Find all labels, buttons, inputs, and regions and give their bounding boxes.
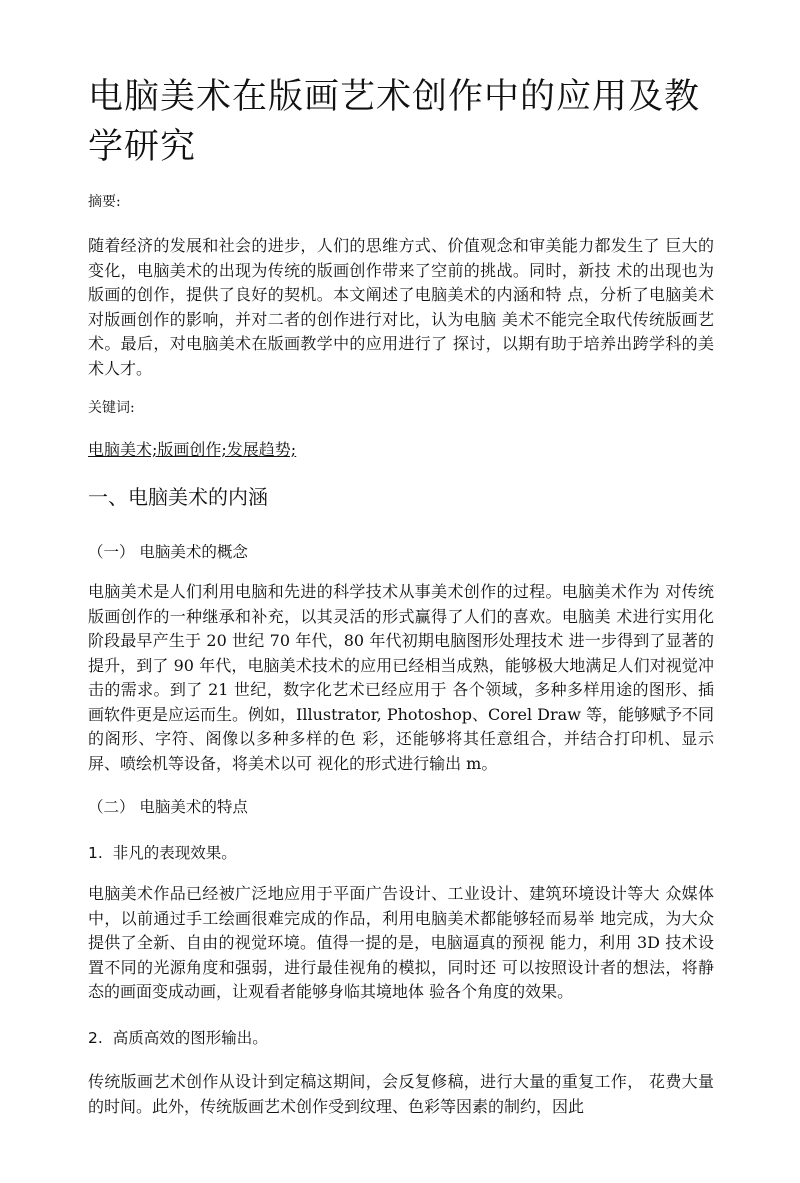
abstract-text: 随着经济的发展和社会的进步，人们的思维方式、价值观念和审美能力都发生了 巨大的变化，电脑美术的出现为传统的版画创作带来了空前的挑战。同时，新技 术的出现也为版画的创作，提供了良好的契机。本文阐述了电脑美术的内涵和特 点，分析了电脑美术对版画创作的影响，并对二者的创作进行对比，认为电脑 美术不能完全取代传统版画艺术。最后，对电脑美术在版画教学中的应用进行了 探讨，以期有助于培养出跨学科的美术人才。 [88,236,714,378]
keywords-text: 电脑美术;版画创作;发展趋势; [88,440,297,459]
point-title-1: 非凡的表现效果。 [112,844,237,862]
point-title-2: 高质高效的图形输出。 [112,1029,268,1047]
point-2-text: 传统版画艺术创作从设计到定稿这期间，会反复修稿，进行大量的重复工作， 花费大量的时间。此外，传统版画艺术创作受到纹理、色彩等因素的制约，因此 [88,1072,714,1116]
point-number-2: 2. [88,1029,103,1047]
point-number-1: 1. [88,844,103,862]
section-heading-1: 一、电脑美术的内涵 [88,485,268,509]
point-1-text: 电脑美术作品已经被广泛地应用于平面广告设计、工业设计、建筑环境设计等大 众媒体中，以前通过手工绘画很难完成的作品，利用电脑美术都能够轻而易举 地完成，为大众提供了全新、自由的视觉环境。值得一提的是，电脑逼真的预视 能力，利用 3D 技术设置不同的光源角度和强弱，进行最佳视角的模拟，同时还 可以按照设计者的想法，将静态的画面变成动画，让观看者能够身临其境地体 验各个角度的效果。 [88,884,714,1001]
document-title: 电脑美术在版画艺术创作中的应用及教学研究 [88,77,701,167]
subsection-heading-1: （一） 电脑美术的概念 [88,543,248,561]
abstract-label: 摘要: [88,194,121,210]
keywords-label: 关键词: [88,400,135,416]
subsection-1-text: 电脑美术是人们利用电脑和先进的科学技术从事美术创作的过程。电脑美术作为 对传统版画创作的一种继承和补充，以其灵活的形式赢得了人们的喜欢。电脑美 术进行实用化阶段最早产生于 20 世纪 70 年代，80 年代初期电脑图形处理技术 进一步得到了显著的提升，到了 90 年代，电脑美术技术的应用已经相当成熟，能够极大地满足人们对视觉冲击的需求。到了 21 世纪，数字化艺术已经应用于 各个领域，多种多样用途的图形、插画软件更是应运而生。例如，Illustrator, Photoshop、Corel Draw 等，能够赋予不同的阁形、字符、阁像以多种多样的色 彩，还能够将其任意组合，并结合打印机、显示屏、喷绘机等设备，将美术以可 视化的形式进行输出 m。 [88,582,714,773]
subsection-heading-2: （二） 电脑美术的特点 [88,798,248,816]
point-heading-1 [88,841,237,865]
point-heading-2 [88,1026,268,1050]
